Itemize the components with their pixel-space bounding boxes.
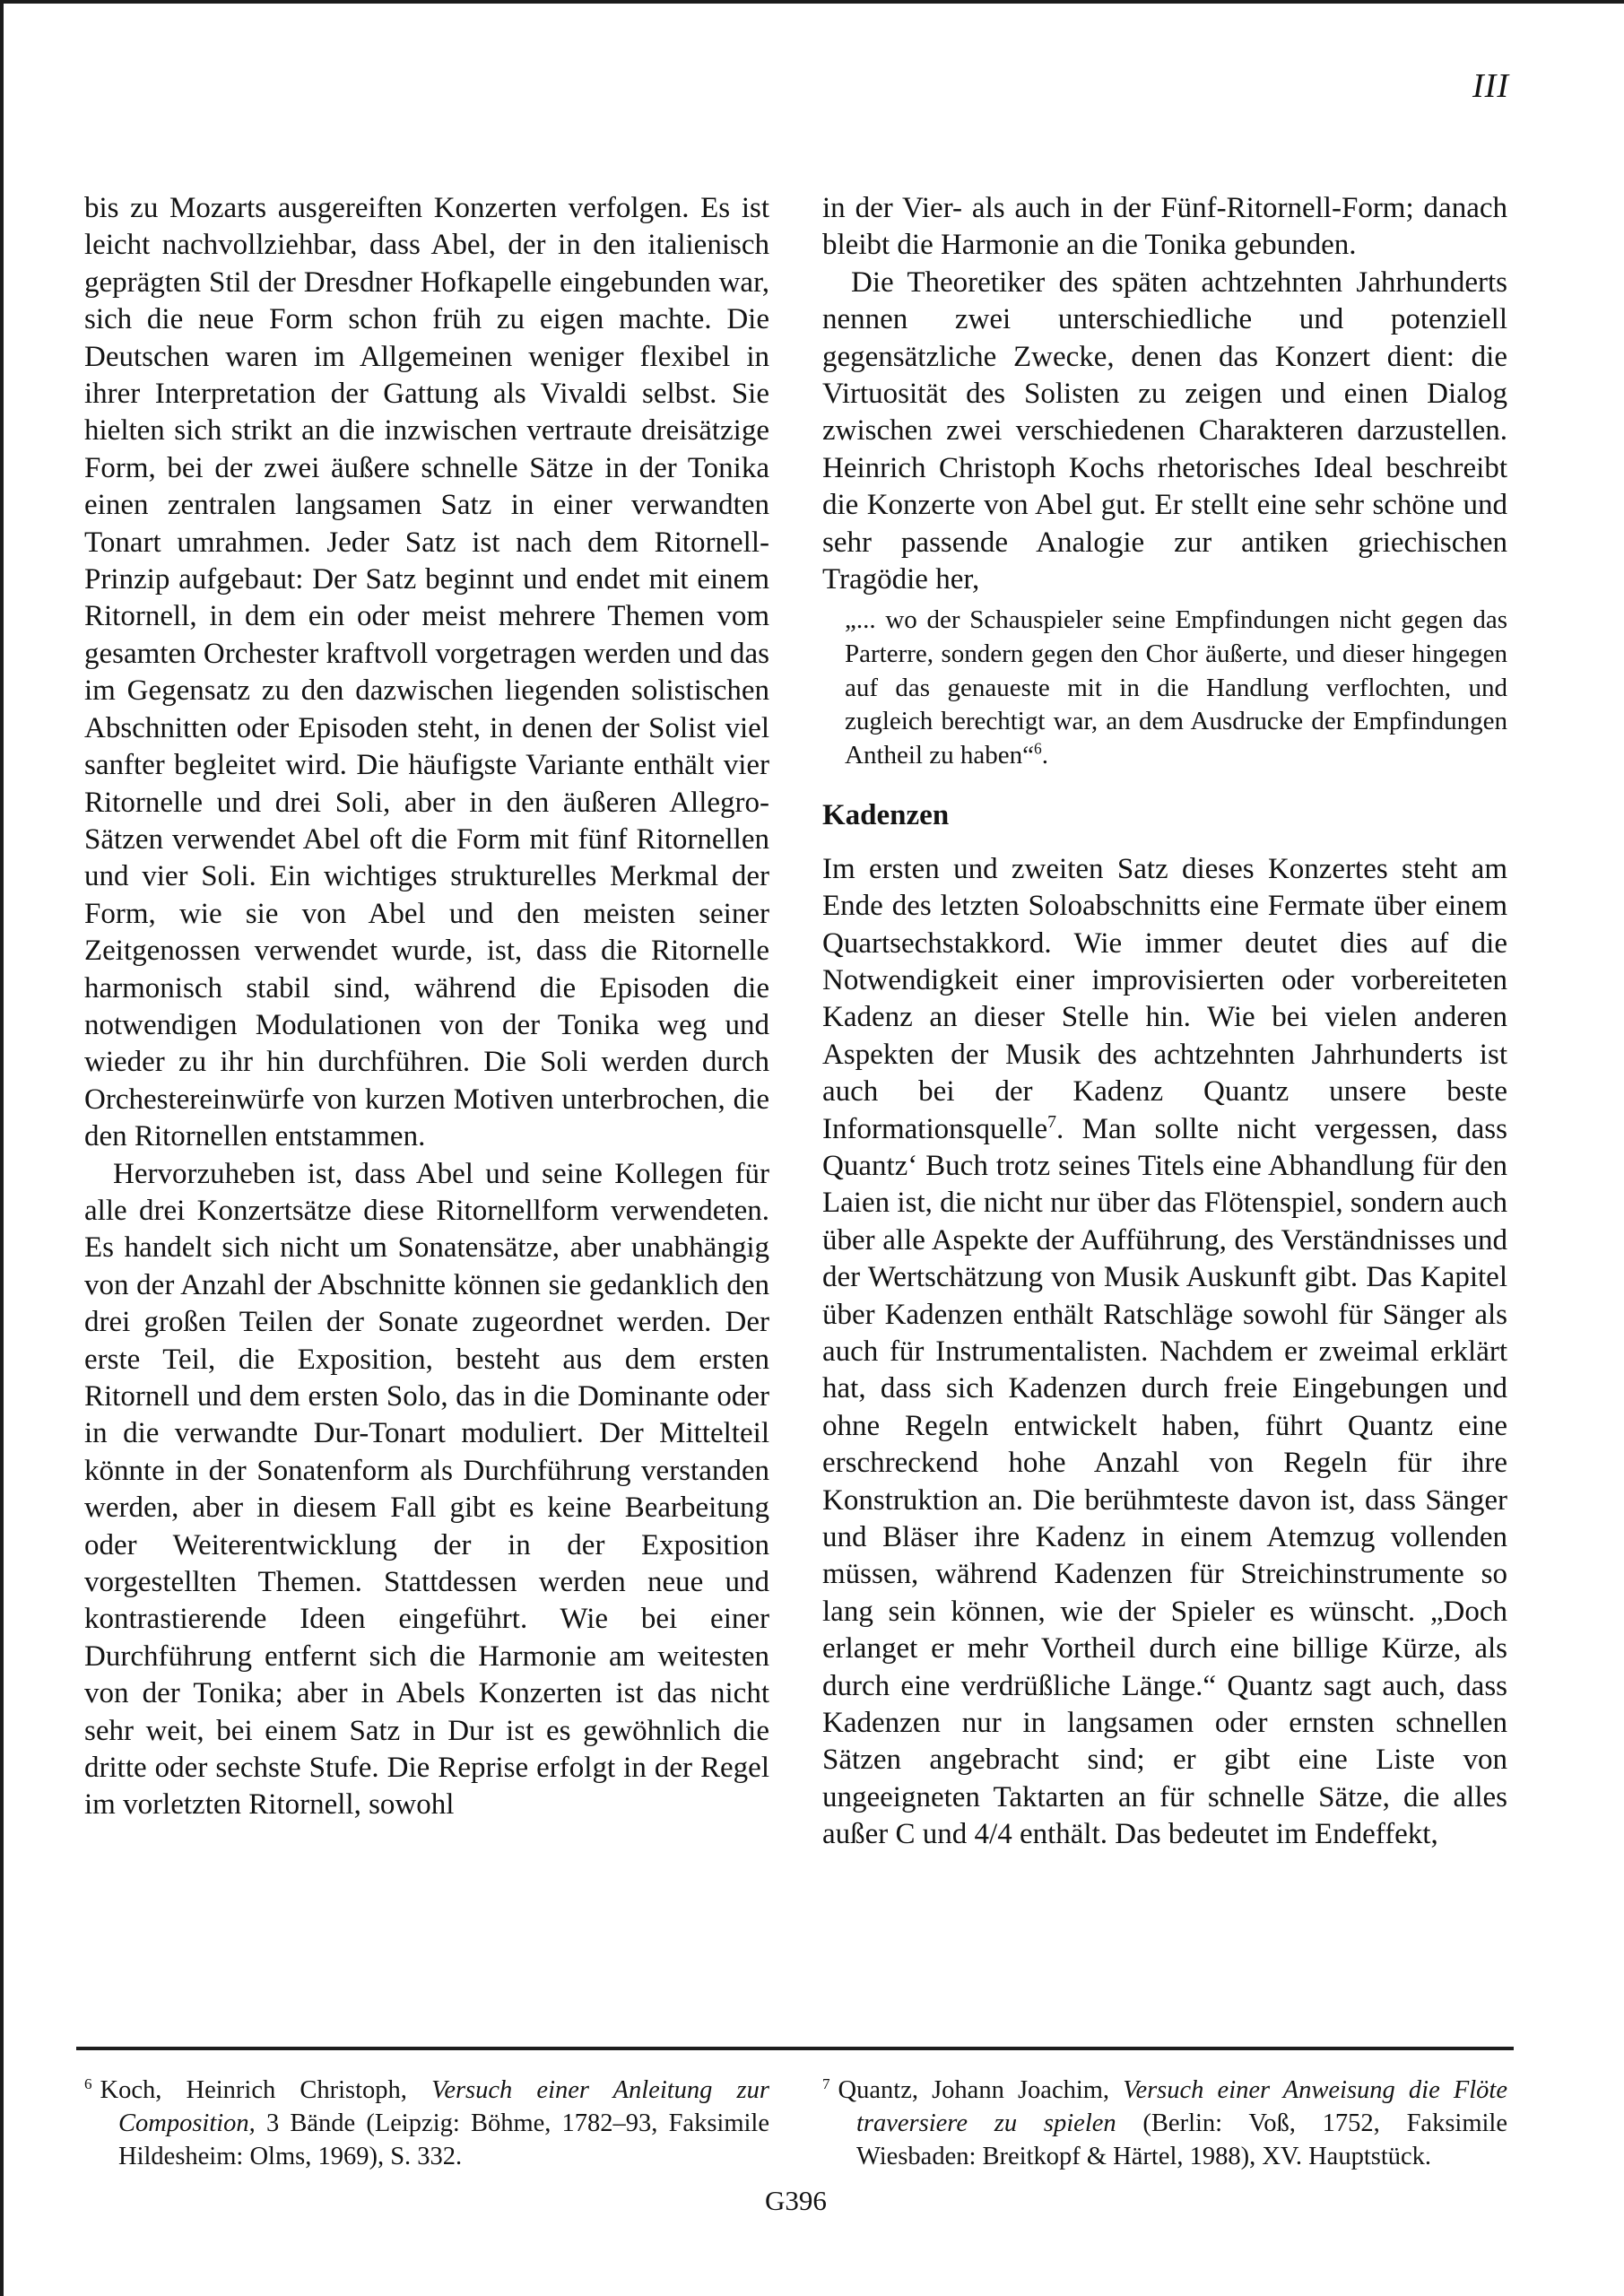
footnote-title-italic: Versuch einer Anleitung zur Composition, [118, 2076, 769, 2137]
body-paragraph: in der Vier- als auch in der Fünf-Ritornell-Form; danach bleibt die Harmonie an die Tonika gebunden. [822, 192, 1507, 262]
footnote-6 [84, 2074, 769, 2173]
footnote-marker-6: 6 [84, 2074, 92, 2092]
footnote-marker-7: 7 [822, 2074, 830, 2092]
plate-number: G396 [765, 2185, 827, 2216]
two-column-text-block [84, 190, 1507, 1854]
left-column [84, 190, 769, 1854]
footnote-reference-6: 6 [1033, 739, 1042, 758]
footnote-details: (Berlin: Voß, 1752, Faksimile Wiesbaden: Breitkopf & Härtel, 1988), XV. Hauptstück. [856, 2109, 1507, 2170]
footnote-author: Koch, Heinrich Christoph, [100, 2076, 432, 2104]
right-column [822, 190, 1507, 1854]
body-paragraph: Hervorzuheben ist, dass Abel und seine Kollegen für alle drei Konzertsätze diese Ritornellform verwendeten. Es handelt sich nicht um Sonatensätze, aber unabhängig von der Anzahl der Abschnitte können sie gedanklich den drei großen Teilen der Sonate zugeordnet werden. Der erste Teil, die Exposition, besteht aus dem ersten Ritornell und dem ersten Solo, das in die Dominante oder in die verwandte Dur-Tonart moduliert. Der Mittelteil könnte in der Sonatenform als Durchführung verstanden werden, aber in diesem Fall gibt es keine Bearbeitung oder Weiterentwicklung der in der Exposition vorgestellten Themen. Stattdessen werden neue und kontrastierende Ideen eingeführt. Wie bei einer Durchführung entfernt sich die Harmonie am weitesten von der Tonika; aber in Abels Konzerten ist das nicht sehr weit, bei einem Satz in Dur ist es gewöhnlich die dritte oder sechste Stufe. Die Reprise erfolgt in der Regel im vorletzten Ritornell, sowohl [84, 1157, 769, 1822]
scan-edge-top [0, 0, 1624, 4]
quote-text: „... wo der Schauspieler seine Empfindungen nicht gegen das Parterre, sondern gegen den Chor äußerte, und dieser hingegen auf das genaueste mit in die Handlung verflochten, und zugleich berechtigt war, an dem Ausdrucke der Empfindungen Antheil zu haben“ [845, 605, 1507, 770]
quote-closing-period: . [1041, 740, 1048, 770]
footnote-title-italic: Versuch einer Anweisung die Flöte traversiere zu spielen [856, 2076, 1507, 2137]
paragraph-text: . Man sollte nicht vergessen, dass Quantz‘ Buch trotz seines Titels eine Abhandlung für den Laien ist, die nicht nur über das Flötenspiel, sondern auch über alle Aspekte der Aufführung, des Verständnisses und der Wertschätzung von Musik Auskunft gibt. Das Kapitel über Kadenzen enthält Ratschläge sowohl für Sänger als auch für Instrumentalisten. Nachdem er zweimal erklärt hat, dass sich Kadenzen durch freie Eingebungen und ohne Regeln entwickelt haben, führt Quantz eine erschreckend hohe Anzahl von Regeln für ihre Konstruktion an. Die berühmteste davon ist, dass Sänger und Bläser ihre Kadenz in einem Atemzug vollenden müssen, während Kadenzen für Streichinstrumente so lang sein können, wie der Spieler es wünscht. „Doch erlanget er mehr Vortheil durch eine billige Kürze, als durch eine verdrüßliche Länge.“ Quantz sagt auch, dass Kadenzen nur in langsamen oder ernsten schnellen Sätzen angebracht sind; er gibt eine Liste von ungeeigneten Taktarten an für schnelle Sätze, die alles außer C und 4/4 enthält. Das bedeutet im Endeffekt, [822, 1112, 1507, 1851]
footnote-column-left [84, 2074, 769, 2173]
section-heading-kadenzen: Kadenzen [822, 799, 950, 832]
body-paragraph: Die Theoretiker des späten achtzehnten Jahrhunderts nennen zwei unterschiedliche und potenziell gegensätzliche Zwecke, denen das Konzert dient: die Virtuosität des Solisten zu zeigen und einen Dialog zwischen zwei verschiedenen Charakteren darzustellen. Heinrich Christoph Kochs rhetorisches Ideal beschreibt die Konzerte von Abel gut. Er stellt eine sehr schöne und sehr passende Analogie zur antiken griechischen Tragödie her, [822, 265, 1507, 596]
footnote-column-right [822, 2074, 1507, 2173]
footnote-details: 3 Bände (Leipzig: Böhme, 1782–93, Faksimile Hildesheim: Olms, 1969), S. 332. [118, 2109, 769, 2170]
footnote-author: Quantz, Johann Joachim, [838, 2076, 1124, 2104]
paragraph-text: Im ersten und zweiten Satz dieses Konzertes steht am Ende des letzten Soloabschnitts eine Fermate über einem Quartsechstakkord. Wie immer deutet dies auf die Notwendigkeit einer improvisierten oder vorbereiteten Kadenz an dieser Stelle hin. Wie bei vielen anderen Aspekten der Musik des achtzehnten Jahrhunderts ist auch bei der Kadenz Quantz unsere beste Informationsquelle [822, 852, 1507, 1145]
footnotes-section [76, 2047, 1514, 2173]
page-number: III [1472, 67, 1509, 105]
footnote-reference-7: 7 [1047, 1111, 1056, 1132]
scan-edge-left [0, 0, 4, 2296]
body-paragraph [822, 851, 1507, 1854]
footnote-7 [822, 2074, 1507, 2173]
block-quote [845, 604, 1507, 772]
body-paragraph: bis zu Mozarts ausgereiften Konzerten verfolgen. Es ist leicht nachvollziehbar, dass Abel, der in den italienisch geprägten Stil der Dresdner Hofkapelle eingebunden war, sich die neue Form schon früh zu eigen machte. Die Deutschen waren im Allgemeinen weniger flexibel in ihrer Interpretation der Gattung als Vivaldi selbst. Sie hielten sich strikt an die inzwischen vertraute dreisätzige Form, bei der zwei äußere schnelle Sätze in der Tonika einen zentralen langsamen Satz in einer verwandten Tonart umrahmen. Jeder Satz ist nach dem Ritornell-Prinzip aufgebaut: Der Satz beginnt und endet mit einem Ritornell, in dem ein oder meist mehrere Themen vom gesamten Orchester kraftvoll vorgetragen werden und das im Gegensatz zu den dazwischen liegenden solistischen Abschnitten oder Episoden steht, in denen der Solist viel sanfter begleitet wird. Die häufigste Variante enthält vier Ritornelle und drei Soli, aber in den äußeren Allegro-Sätzen verwendet Abel oft die Form mit fünf Ritornellen und vier Soli. Ein wichtiges strukturelles Merkmal der Form, wie sie von Abel und den meisten seiner Zeitgenossen verwendet wurde, ist, dass die Ritornelle harmonisch stabil sind, während die Episoden die notwendigen Modulationen von der Tonika weg und wieder zu ihr hin durchführen. Die Soli werden durch Orchestereinwürfe von kurzen Motiven unterbrochen, die den Ritornellen entstammen. [84, 192, 769, 1153]
